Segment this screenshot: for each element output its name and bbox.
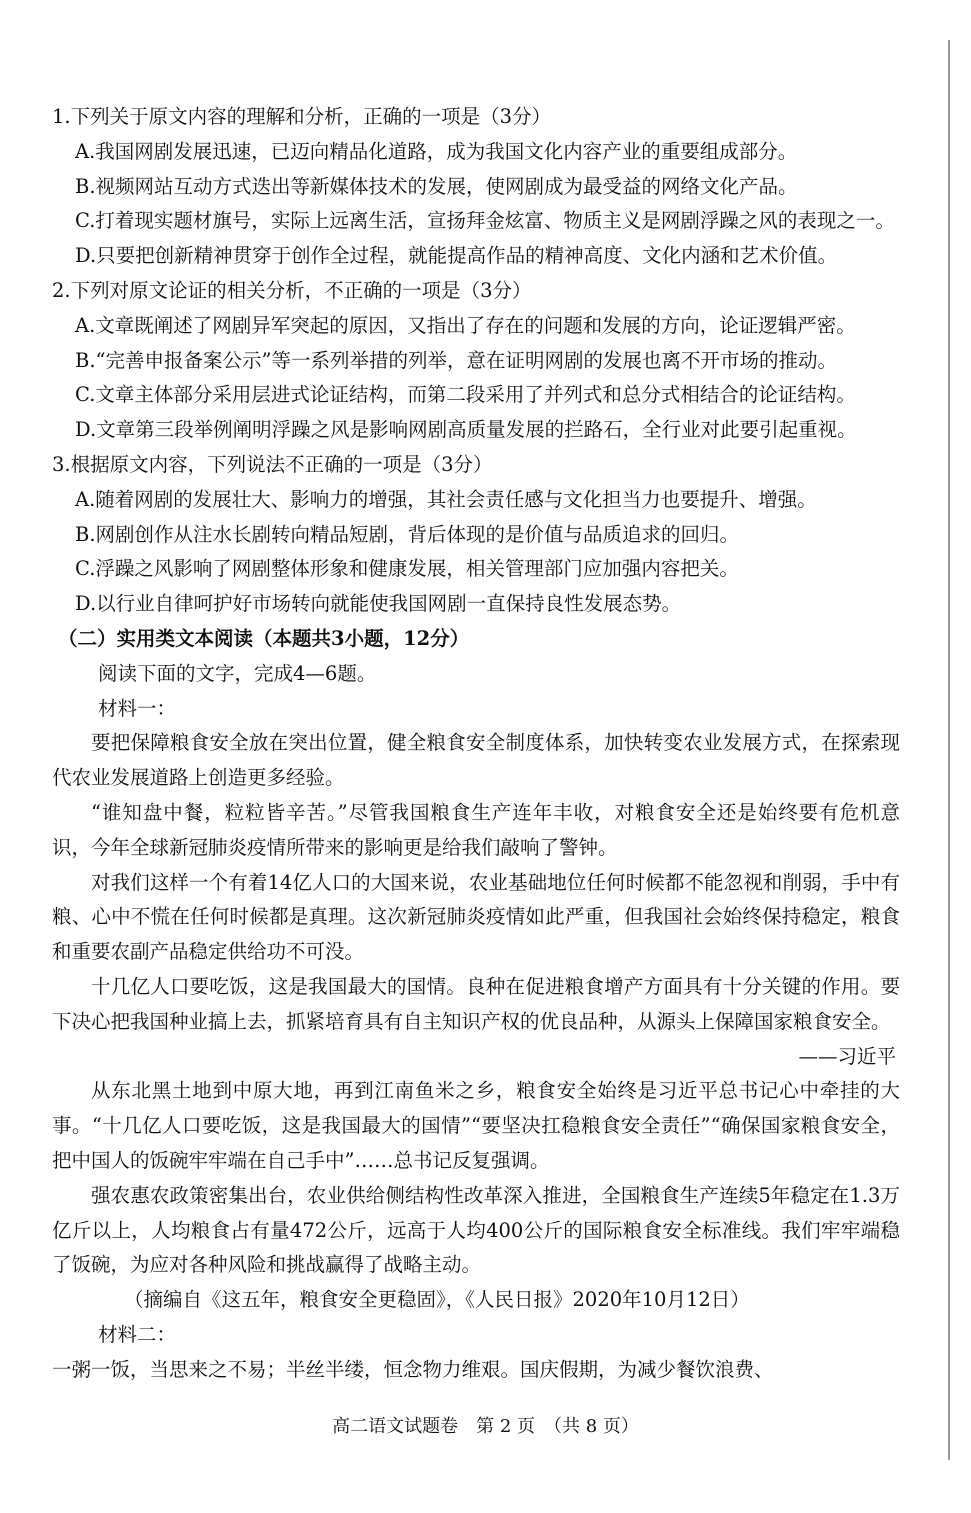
section-title: （二）实用类文本阅读（本题共3小题，12分） <box>58 626 470 650</box>
quote-attribution: ——习近平 <box>798 1044 896 1068</box>
material-1-paragraph: 强农惠农政策密集出台，农业供给侧结构性改革深入推进，全国粮食生产连续5年稳定在1.3万亿斤以上，人均粮食占有量472公斤，远高于人均400公斤的国际粮食安全标准线。我们牢牢端稳了饭碗，为应对各种风险和挑战赢得了战略主动。 <box>52 1183 900 1277</box>
page-footer: 高二语文试题卷 第 2 页 （共 8 页） <box>332 1416 639 1437</box>
option-c: C.浮躁之风影响了网剧整体形象和健康发展，相关管理部门应加强内容把关。 <box>75 557 739 581</box>
option-b: B.网剧创作从注水长剧转向精品短剧，背后体现的是价值与品质追求的回归。 <box>75 522 740 546</box>
question-1 <box>52 100 900 274</box>
material-1-paragraph: 对我们这样一个有着14亿人口的大国来说，农业基础地位任何时候都不能忽视和削弱，手中有粮、心中不慌在任何时候都是真理。这次新冠肺炎疫情如此严重，但我国社会始终保持稳定，粮食和重要农副产品稳定供给功不可没。 <box>52 870 900 964</box>
material-1-source: （摘编自《这五年，粮食安全更稳固》，《人民日报》2020年10月12日） <box>124 1288 750 1312</box>
material-1-paragraph: “谁知盘中餐，粒粒皆辛苦。”尽管我国粮食生产连年丰收，对粮食安全还是始终要有危机意识，今年全球新冠肺炎疫情所带来的影响更是给我们敲响了警钟。 <box>52 800 900 859</box>
option-b: B.“完善申报备案公示”等一系列举措的列举，意在证明网剧的发展也离不开市场的推动。 <box>75 348 837 372</box>
option-a: A.文章既阐述了网剧异军突起的原因，又指出了存在的问题和发展的方向，论证逻辑严密。 <box>75 313 856 337</box>
exam-page <box>52 100 900 1387</box>
material-1-paragraph: 从东北黑土地到中原大地，再到江南鱼米之乡，粮食安全始终是习近平总书记心中牵挂的大事。“十几亿人口要吃饭，这是我国最大的国情”“要坚决扛稳粮食安全责任”“确保国家粮食安全，把中国人的饭碗牢牢端在自己手中”……总书记反复强调。 <box>52 1079 900 1172</box>
option-d: D.文章第三段举例阐明浮躁之风是影响网剧高质量发展的拦路石，全行业对此要引起重视。 <box>75 418 857 442</box>
material-1-label: 材料一： <box>98 696 177 720</box>
option-d: D.以行业自律呵护好市场转向就能使我国网剧一直保持良性发展态势。 <box>75 592 682 616</box>
material-2-label: 材料二： <box>98 1322 177 1346</box>
question-2 <box>52 274 900 448</box>
section-instruction: 阅读下面的文字，完成4—6题。 <box>98 661 377 685</box>
material-1-paragraph: 要把保障粮食安全放在突出位置，健全粮食安全制度体系，加快转变农业发展方式，在探索现代农业发展道路上创造更多经验。 <box>52 731 900 790</box>
option-a: A.随着网剧的发展壮大、影响力的增强，其社会责任感与文化担当力也要提升、增强。 <box>75 487 817 511</box>
option-d: D.只要把创新精神贯穿于创作全过程，就能提高作品的精神高度、文化内涵和艺术价值。 <box>75 244 838 268</box>
option-b: B.视频网站互动方式迭出等新媒体技术的发展，使网剧成为最受益的网络文化产品。 <box>75 174 798 198</box>
question-stem: 2.下列对原文论证的相关分析，不正确的一项是（3分） <box>52 278 532 302</box>
option-c: C.文章主体部分采用层进式论证结构，而第二段采用了并列式和总分式相结合的论证结构。 <box>75 383 856 407</box>
material-2-paragraph: 一粥一饭，当思来之不易；半丝半缕，恒念物力维艰。国庆假期，为减少餐饮浪费、 <box>52 1357 774 1381</box>
option-a: A.我国网剧发展迅速，已迈向精品化道路，成为我国文化内容产业的重要组成部分。 <box>75 139 798 163</box>
option-c: C.打着现实题材旗号，实际上远离生活，宣扬拜金炫富、物质主义是网剧浮躁之风的表现之一。 <box>75 209 895 233</box>
question-stem: 1.下列关于原文内容的理解和分析，正确的一项是（3分） <box>52 105 552 128</box>
material-1-paragraph: 十几亿人口要吃饭，这是我国最大的国情。良种在促进粮食增产方面具有十分关键的作用。要下决心把我国种业搞上去，抓紧培育具有自主知识产权的优良品种，从源头上保障国家粮食安全。 <box>52 974 900 1033</box>
page-edge-line <box>948 40 950 1460</box>
question-3 <box>52 448 900 622</box>
question-stem: 3.根据原文内容，下列说法不正确的一项是（3分） <box>52 452 493 476</box>
